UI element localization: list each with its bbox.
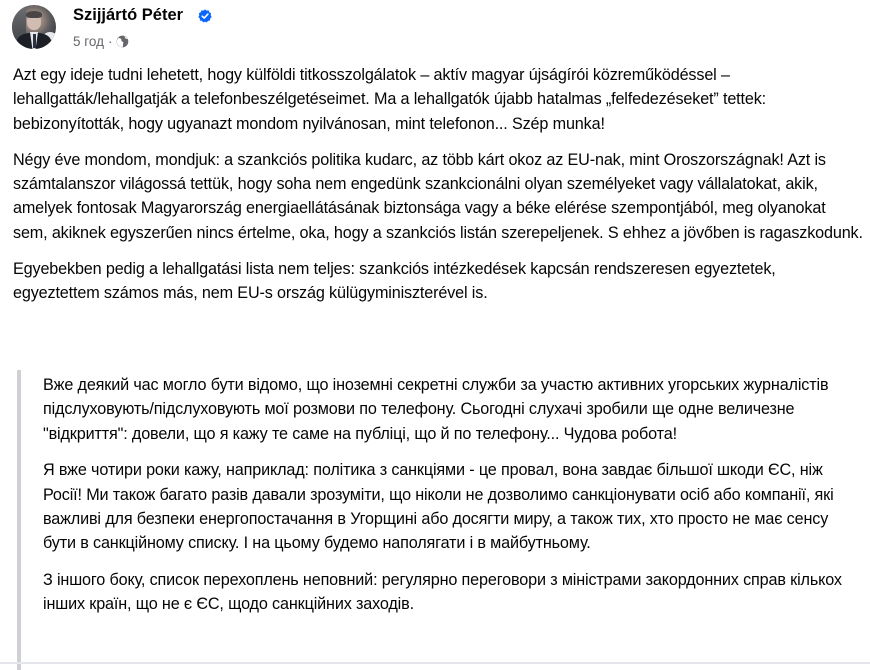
post-paragraph-3: Egyebekben pedig a lehallgatási lista nem teljes: szankciós intézkedések kapcsán rendszeresen egyeztetek, egyeztettem számos más, nem EU-s ország külügyminiszterével is. bbox=[13, 260, 776, 303]
post-text bbox=[13, 63, 863, 318]
author-name[interactable]: Szijjártó Péter bbox=[73, 6, 184, 24]
translation-quote bbox=[17, 370, 866, 670]
post-header bbox=[0, 0, 870, 60]
translation-paragraph-1: Вже деякий час могло бути відомо, що іноземні секретні служби за участю активних угорських журналістів підслуховують/підслуховують мої розмови по телефону. Сьогодні слухачі зробили ще одне величезне "відкриття": довели, що я кажу те саме на публіці, що й по телефону... Чудова робота! bbox=[43, 376, 829, 443]
translation-text bbox=[43, 373, 858, 629]
post-paragraph-2: Négy éve mondom, mondjuk: a szankciós politika kudarc, az több kárt okoz az EU-nak, mint Oroszországnak! Azt is számtalanszor világossá tettük, hogy soha nem engedünk szankcionálni olyan személyeket vagy vállalatokat, akik, amelyek fontosak Magyarország energiaellátásának biztonsága vagy a béke elérése szempontjából, meg olyanokat sem, akiknek egyszerűen nincs értelme, oka, hogy a szankciós listán szerepeljenek. S ehhez a jövőben is ragaszkodunk. bbox=[13, 150, 863, 242]
translation-paragraph-3: З іншого боку, список перехоплень неповний: регулярно переговори з міністрами закордонних справ кількох інших країн, що не є ЄС, щодо санкційних заходів. bbox=[43, 570, 842, 614]
meta-separator: · bbox=[107, 34, 113, 49]
post-paragraph-1: Azt egy ideje tudni lehetett, hogy külföldi titkosszolgálatok – aktív magyar újságírói közreműködéssel – lehallgatták/lehallgatják a telefonbeszélgetéseimet. Ma a lehallgatók újabb hatalmas „felfedezéseket” tettek: bebizonyították, hogy ugyanazt mondom nyilvánosan, mint telefonon... Szép munka! bbox=[13, 66, 767, 133]
post-meta bbox=[73, 34, 129, 49]
avatar-tie bbox=[33, 34, 36, 48]
author-avatar[interactable] bbox=[12, 5, 56, 49]
verified-badge-icon bbox=[198, 9, 212, 23]
avatar-hair bbox=[26, 11, 42, 18]
globe-icon[interactable] bbox=[116, 35, 129, 48]
post-timestamp[interactable]: 5 год bbox=[73, 34, 104, 49]
translation-paragraph-2: Я вже чотири роки кажу, наприклад: політика з санкціями - це провал, вона завдає більшої шкоди ЄС, ніж Росії! Ми також багато разів давали зрозуміти, що ніколи не дозволимо санкціонувати осіб або компанії, які важливі для безпеки енергопостачання в Угорщині або досягти миру, а також тих, хто просто не має сенсу бути в санкційному списку. І на цьому будемо наполягати і в майбутньому. bbox=[43, 461, 834, 553]
